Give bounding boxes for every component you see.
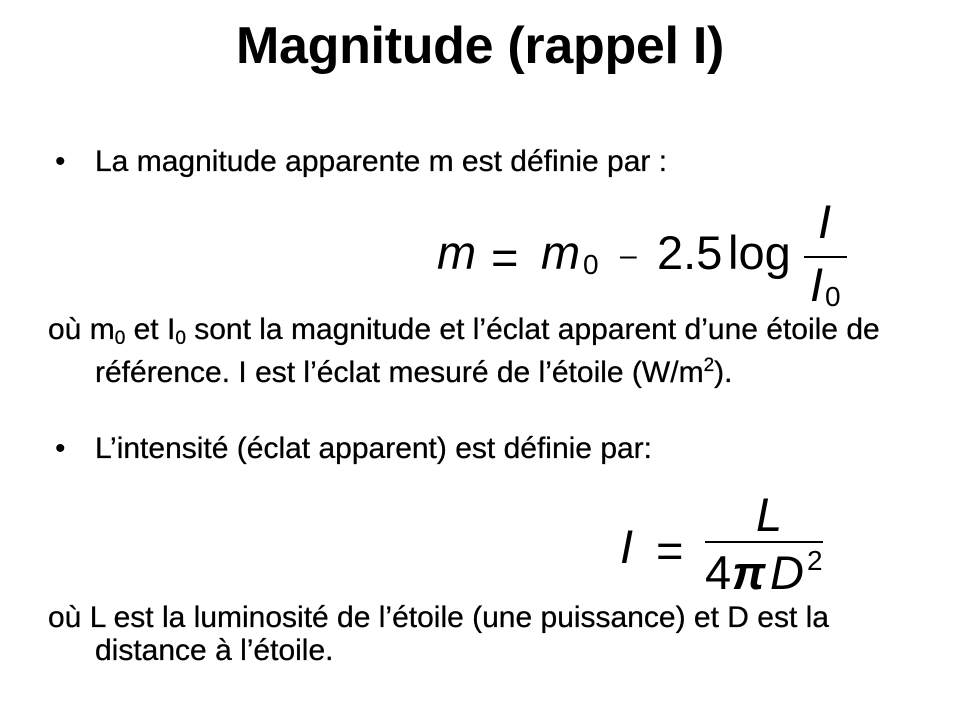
fraction-numerator: I [818,195,832,248]
subscript: 0 [175,328,186,349]
formula-equals: = [656,524,684,577]
formula-m0-subscript: 0 [583,249,599,280]
paragraph-line: où L est la luminosité de l’étoile (une puissance) et D est la [48,601,829,634]
denominator-four: 4 [705,546,732,599]
fraction-denominator-subscript: 0 [825,281,841,312]
bullet-marker: • [55,432,66,465]
paragraph-text: et I [125,313,176,346]
formula-coefficient: 2.5 [657,226,723,279]
fraction-denominator: I [810,258,824,311]
formula-equals: = [491,231,519,284]
bullet-marker: • [55,145,66,178]
denominator-d: D [770,546,804,599]
paragraph-text: où m [48,313,115,346]
fraction-numerator: L [756,488,783,541]
paragraph-text: ). [714,356,733,389]
bullet-text-intensity-definition: L’intensité (éclat apparent) est définie par: [95,432,653,465]
denominator-exponent: 2 [807,545,823,576]
paragraph-text: référence. I est l’éclat mesuré de l’étoile (W/m [95,356,704,389]
formula-m0: m [541,226,581,279]
fraction-bar [705,541,823,543]
paragraph-text: sont la magnitude et l’éclat apparent d’une étoile de [185,313,880,346]
formula-log: log [728,226,791,279]
denominator-pi: π [732,546,766,599]
subscript: 0 [114,328,126,349]
superscript: 2 [703,355,715,376]
bullet-text-magnitude-definition: La magnitude apparente m est définie par : [95,145,668,178]
paragraph-line: distance à l’étoile. [95,634,334,667]
formula-i: I [620,520,634,573]
formula-minus: – [620,239,637,272]
slide-title: Magnitude (rappel I) [235,17,724,75]
formula-m: m [437,226,477,279]
